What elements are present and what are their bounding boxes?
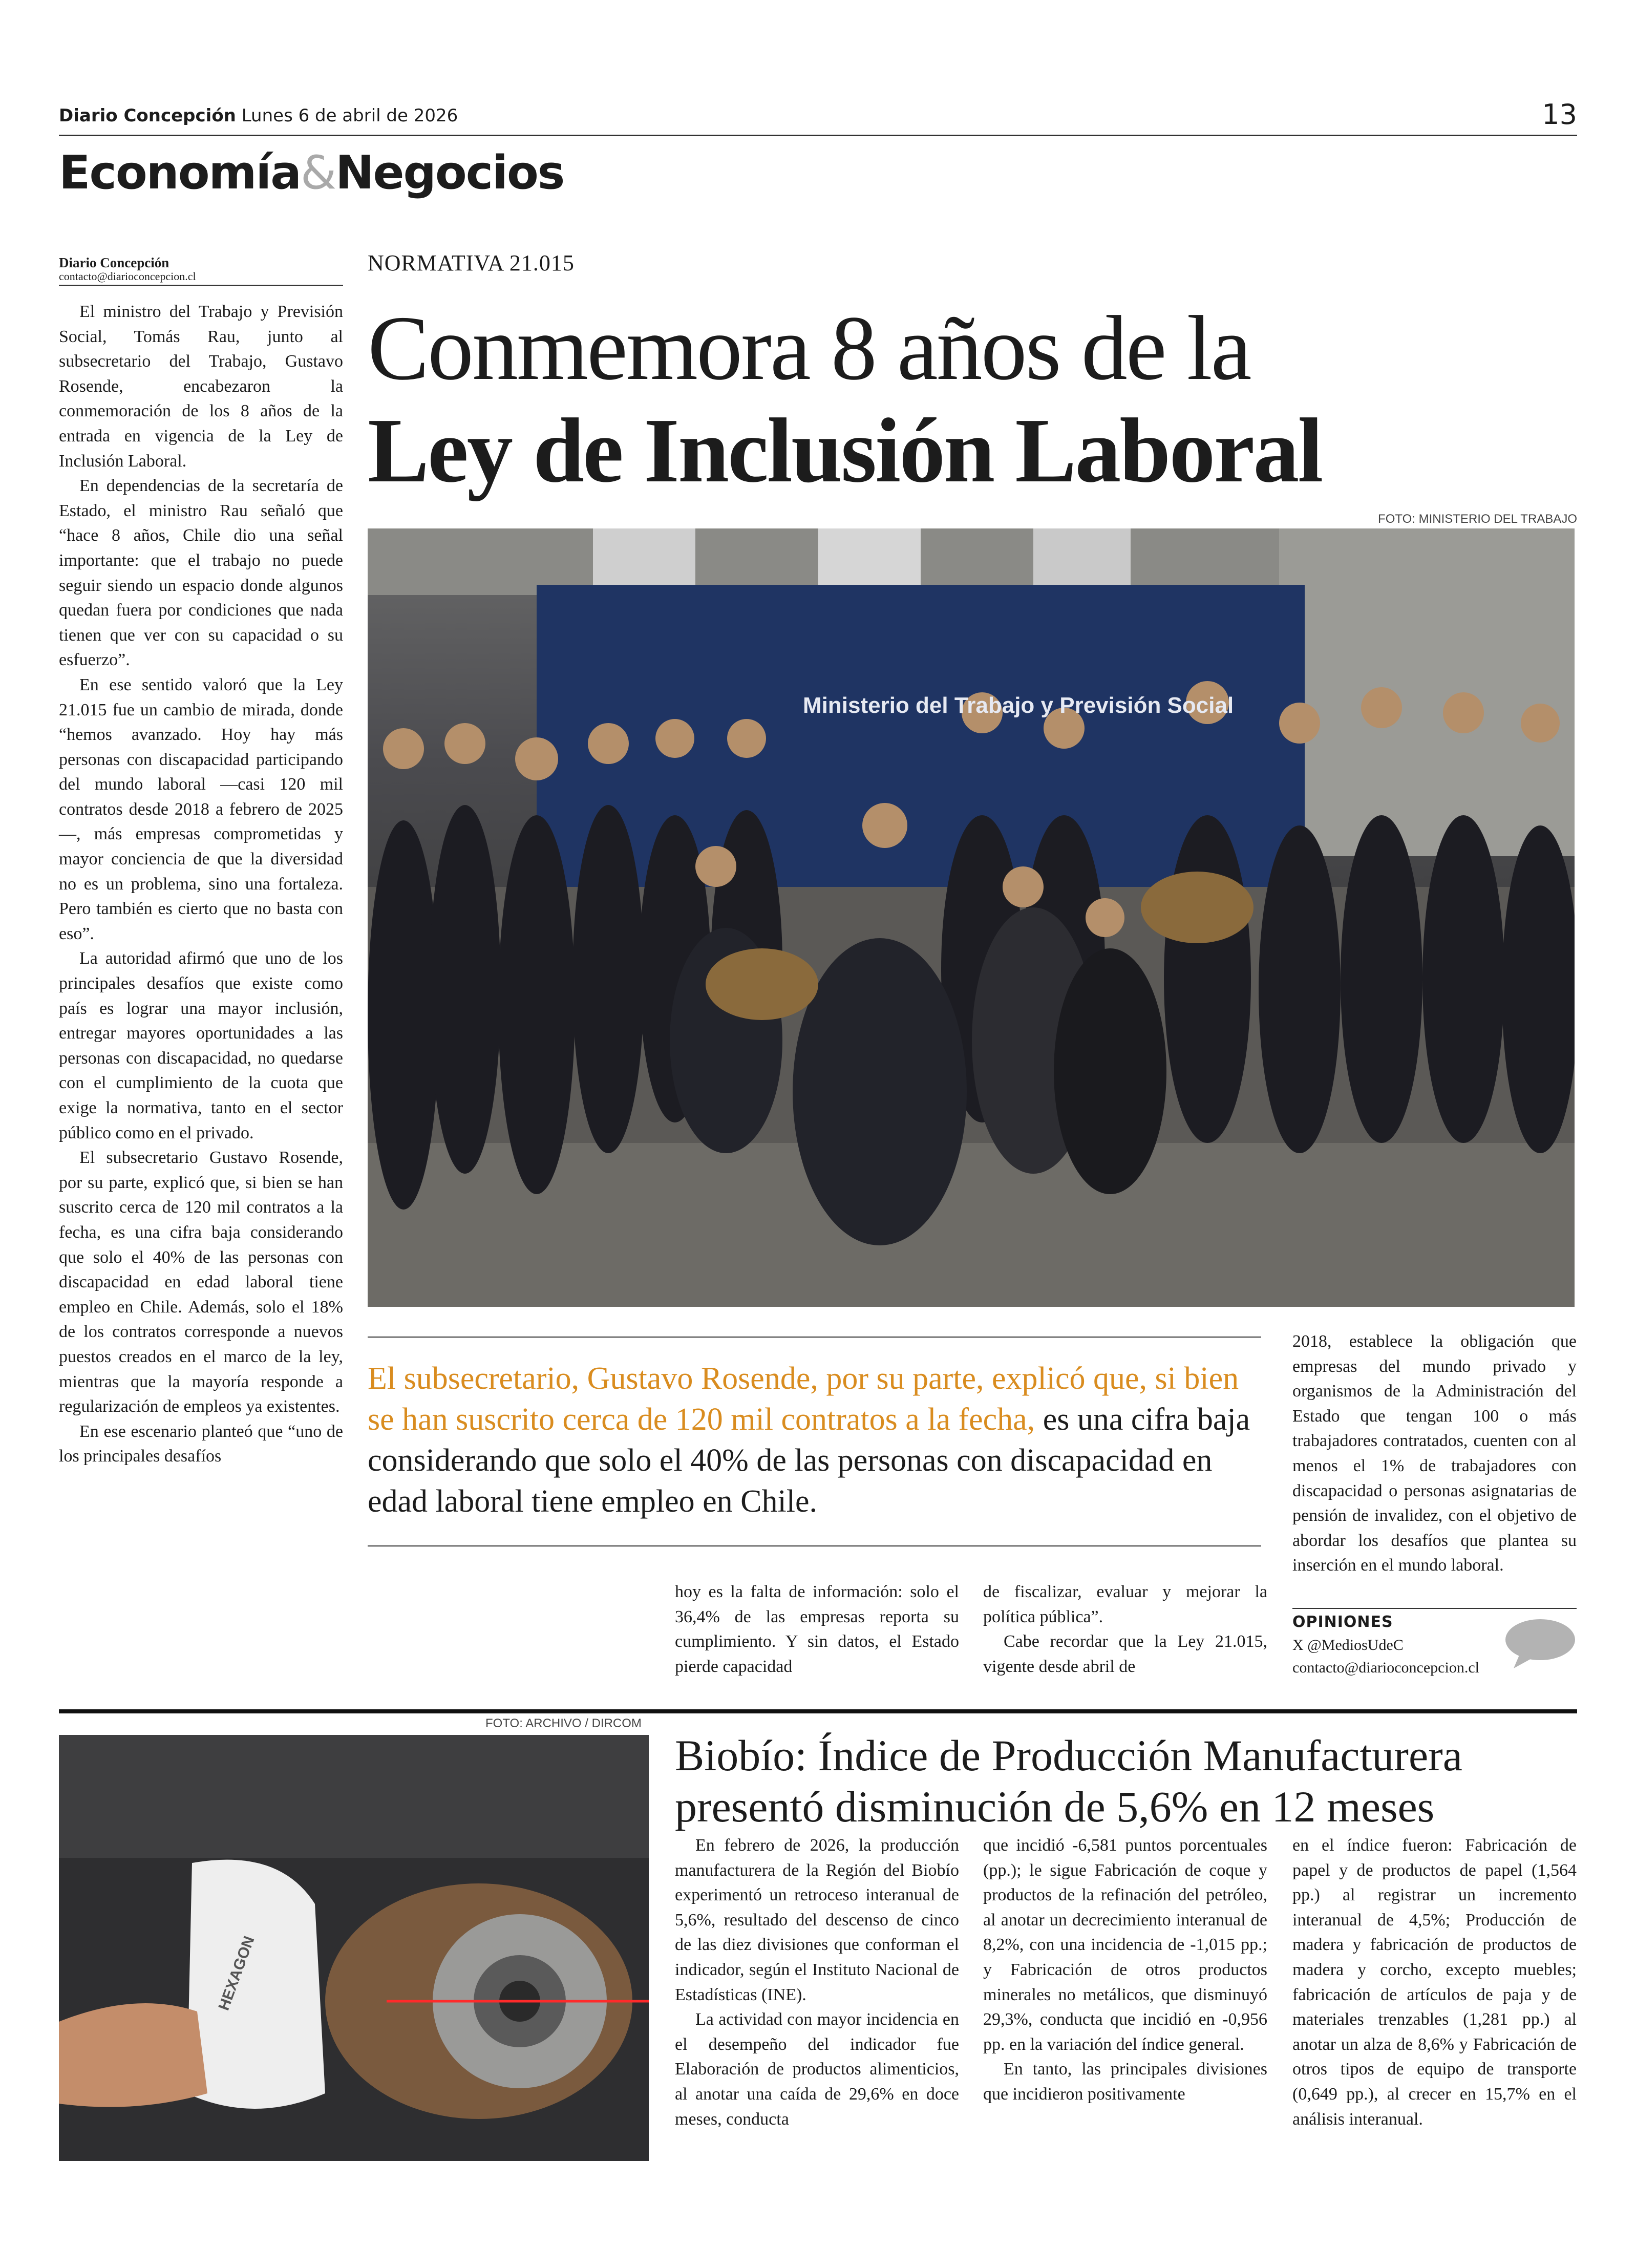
article1-column2 — [675, 1580, 959, 1679]
article2-paragraph: que incidió -6,581 puntos porcentuales (pp.); le sigue Fabricación de coque y productos de la refinación del petróleo, al anotar un decrecimiento interanual de 8,2%, con una incidencia de -1,015 pp.; y Fabricación de otros productos minerales no metálicos, que disminuyó 29,3%, conducta que incidió en -0,956 pp. en la variación del índice general. — [983, 1836, 1267, 2054]
backdrop-text: Ministerio del Trabajo y Previsión Social — [803, 693, 1234, 718]
group-photo-illustration — [368, 528, 1575, 1307]
article1-kicker: NORMATIVA 21.015 — [368, 250, 575, 275]
paper-name: Diario Concepción — [59, 105, 236, 126]
article1-paragraph: 2018, establece la obligación que empresas del mundo privado y organismos de la Administración del Estado que tengan 100 o más trabajadores contratados, cuenten con al menos el 1% de trabajadores con discapacidad o personas asignatarias de pensión de invalidez, con el objetivo de abordar los desafíos que plantea su inserción en el mundo laboral. — [1292, 1332, 1577, 1575]
article2-paragraph: La actividad con mayor incidencia en el desempeño del indicador fue Elaboración de productos alimenticios, al anotar una caída de 29,6% en doce meses, conducta — [675, 2010, 959, 2129]
headline-line2: Ley de Inclusión Laboral — [368, 399, 1322, 501]
article2-paragraph: en el índice fueron: Fabricación de papel y de productos de papel (1,564 pp.) al registrar un incremento interanual de 4,5%; Producción de madera y fabricación de productos de madera y corcho, excepto muebles; fabricación de artículos de paja y de materiales trenzables (1,281 pp.) al anotar un alza de 8,6% y Fabricación de otros tipos de equipo de transporte (0,649 pp.), al crecer en 15,7% en el análisis interanual. — [1292, 1836, 1577, 2129]
pull-quote — [368, 1358, 1261, 1522]
article1-paragraph: En dependencias de la secretaría de Estado, el ministro Rau señaló que “hace 8 años, Chile dio una señal importante: que el trabajo no puede seguir siendo un espacio donde algunos quedan fuera por condiciones que nada tienen que ver con su capacidad o su esfuerzo”. — [59, 476, 343, 670]
pull-quote-highlight: El subsecretario, Gustavo Rosende, por su parte, explicó que, si bien se han suscrito cerca de 120 mil contratos a la fecha, — [368, 1361, 1239, 1437]
article1-paragraph: En ese escenario planteó que “uno de los principales desafíos — [59, 1422, 343, 1466]
article1-paragraph: hoy es la falta de información: solo el 36,4% de las empresas reporta su cumplimiento. Y sin datos, el Estado pierde capacidad — [675, 1582, 959, 1676]
article2-paragraph: En febrero de 2026, la producción manufacturera de la Región del Biobío experimentó un retroceso interanual de 5,6%, resultado del descenso de cinco de las diez divisiones que conforman el indicador, según el Instituto Nacional de Estadísticas (INE). — [675, 1836, 959, 2004]
article2-column1 — [675, 1833, 959, 2132]
issue-date: Lunes 6 de abril de 2026 — [241, 105, 458, 126]
pull-quote-rest: es una cifra baja considerando que solo el 40% de las personas con discapacidad en edad laboral tiene empleo en Chile. — [368, 1402, 1250, 1519]
header-rule — [59, 135, 1577, 136]
byline-email: contacto@diarioconcepcion.cl — [59, 270, 196, 283]
article1-column3 — [983, 1580, 1267, 1679]
device-label: HEXAGON — [215, 1934, 258, 2013]
article1-paragraph: de fiscalizar, evaluar y mejorar la política pública”. — [983, 1582, 1267, 1626]
section-divider — [59, 1709, 1577, 1713]
headline-line1: Conmemora 8 años de la — [368, 297, 1250, 399]
manufacturing-photo — [59, 1735, 649, 2161]
article2-column2 — [983, 1833, 1267, 2107]
byline-name: Diario Concepción — [59, 255, 169, 270]
masthead-date — [59, 105, 458, 126]
article2-photo-credit: FOTO: ARCHIVO / DIRCOM — [485, 1716, 642, 1730]
article1-column1 — [59, 300, 343, 1469]
quote-rule-bottom — [368, 1545, 1261, 1546]
article1-paragraph: En ese sentido valoró que la Ley 21.015 fue un cambio de mirada, donde “hemos avanzado. Hoy hay más personas con discapacidad participando del mundo laboral —casi 120 mil contratos desde 2018 a febrero de 2025—, más empresas comprometidas y mayor conciencia de que la diversidad no es un problema, sino una fortaleza. Pero también es cierto que no basta con eso”. — [59, 675, 343, 943]
opiniones-title: OPINIONES — [1292, 1613, 1393, 1631]
page-number: 13 — [1542, 98, 1577, 131]
article1-photo-credit: FOTO: MINISTERIO DEL TRABAJO — [1378, 512, 1577, 526]
article2-headline: Biobío: Índice de Producción Manufacturera presentó disminución de 5,6% en 12 meses — [675, 1731, 1462, 1831]
opiniones-rule — [1292, 1608, 1577, 1609]
section-ampersand: & — [300, 146, 336, 200]
article1-paragraph: Cabe recordar que la Ley 21.015, vigente desde abril de — [983, 1632, 1267, 1676]
opiniones-email[interactable]: contacto@diarioconcepcion.cl — [1292, 1659, 1479, 1676]
article2-column3 — [1292, 1833, 1577, 2132]
opiniones-x-handle[interactable]: X @MediosUdeC — [1292, 1637, 1404, 1654]
article1-paragraph: El ministro del Trabajo y Previsión Social, Tomás Rau, junto al subsecretario del Trabajo, Gustavo Rosende, encabezaron la conmemoración de los 8 años de la entrada en vigencia de la Ley de Inclusión Laboral. — [59, 302, 343, 471]
speech-bubble-icon — [1504, 1618, 1576, 1669]
article1-column4 — [1292, 1329, 1577, 1578]
manufacturing-illustration — [59, 1735, 649, 2161]
article1-headline — [368, 297, 1576, 502]
article1-paragraph: El subsecretario Gustavo Rosende, por su parte, explicó que, si bien se han suscrito cerca de 120 mil contratos a la fecha, es una cifra baja considerando que solo el 40% de las personas con discapacidad en edad laboral tiene empleo en Chile. Además, solo el 18% de los contratos corresponde a nuevos puestos creados en el marco de la ley, mientras que la mayoría responde a regularización de empleos ya existentes. — [59, 1148, 343, 1416]
byline-rule — [59, 285, 343, 286]
article1-paragraph: La autoridad afirmó que uno de los principales desafíos que existe como país es lograr una mayor inclusión, entregar mayores oportunidades a las personas con discapacidad, no quedarse con el cumplimiento de la cuota que exige la normativa, tanto en el sector público como en el privado. — [59, 949, 343, 1142]
article2-paragraph: En tanto, las principales divisiones que incidieron positivamente — [983, 2060, 1267, 2104]
group-photo — [368, 528, 1575, 1307]
section-part2: Negocios — [335, 146, 564, 200]
quote-rule-top — [368, 1337, 1261, 1338]
section-part1: Economía — [59, 146, 301, 200]
section-title — [59, 146, 564, 200]
